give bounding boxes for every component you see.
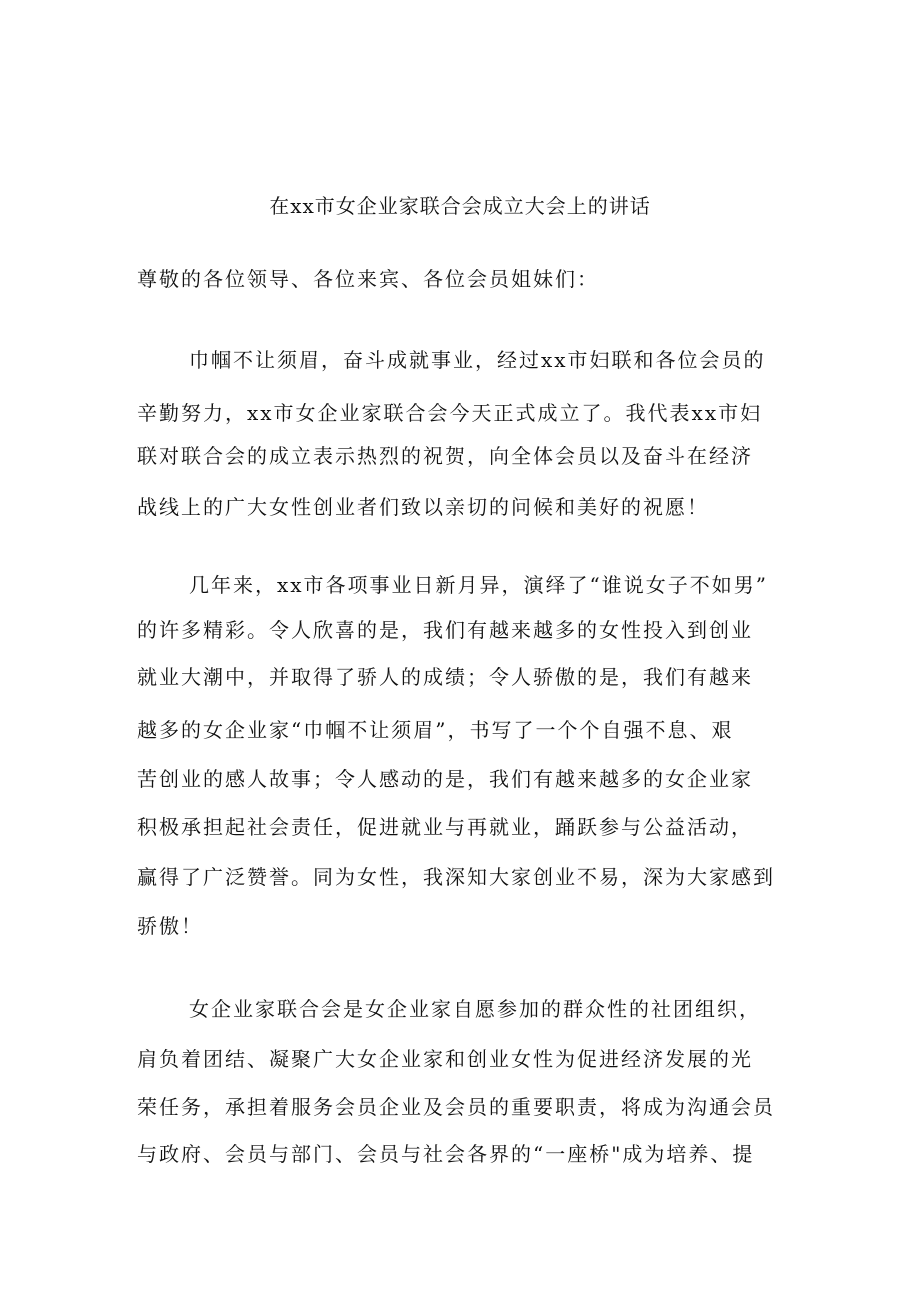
paragraph-2-line-7: 赢得了广泛赞誉。同为女性，我深知大家创业不易，深为大家感到 <box>137 865 775 889</box>
paragraph-1-line-4: 战线上的广大女性创业者们致以亲切的问候和美好的祝愿！ <box>137 495 709 519</box>
salutation: 尊敬的各位领导、各位来宾、各位会员姐妹们： <box>137 267 599 291</box>
document-title: 在xx市女企业家联合会成立大会上的讲话 <box>269 194 651 218</box>
paragraph-2-line-3: 就业大潮中，并取得了骄人的成绩；令人骄傲的是，我们有越来 <box>137 665 753 689</box>
paragraph-3-line-1: 女企业家联合会是女企业家自愿参加的群众性的社团组织， <box>189 997 761 1021</box>
paragraph-2-line-6: 积极承担起社会责任，促进就业与再就业，踊跃参与公益活动， <box>137 815 753 839</box>
paragraph-1-line-2: 辛勤努力，xx市女企业家联合会今天正式成立了。我代表xx市妇 <box>137 401 763 425</box>
paragraph-1-line-3: 联对联合会的成立表示热烈的祝贺，向全体会员以及奋斗在经济 <box>137 444 753 468</box>
paragraph-2-line-8: 骄傲！ <box>137 914 203 938</box>
paragraph-3-line-4: 与政府、会员与部门、会员与社会各界的“一座桥"成为培养、提 <box>137 1142 755 1166</box>
paragraph-3-line-3: 荣任务，承担着服务会员企业及会员的重要职责，将成为沟通会员 <box>137 1095 775 1119</box>
paragraph-3-line-2: 肩负着团结、凝聚广大女企业家和创业女性为促进经济发展的光 <box>137 1047 753 1071</box>
paragraph-2-line-1: 几年来，xx市各项事业日新月异，演绎了“谁说女子不如男” <box>189 573 769 597</box>
paragraph-2-line-2: 的许多精彩。令人欣喜的是，我们有越来越多的女性投入到创业 <box>137 618 753 642</box>
paragraph-1-line-1: 巾帼不让须眉，奋斗成就事业，经过xx市妇联和各位会员的 <box>189 348 766 372</box>
paragraph-2-line-4: 越多的女企业家“巾帼不让须眉”，书写了一个个自强不息、艰 <box>137 718 734 742</box>
paragraph-2-line-5: 苦创业的感人故事；令人感动的是，我们有越来越多的女企业家 <box>137 767 753 791</box>
